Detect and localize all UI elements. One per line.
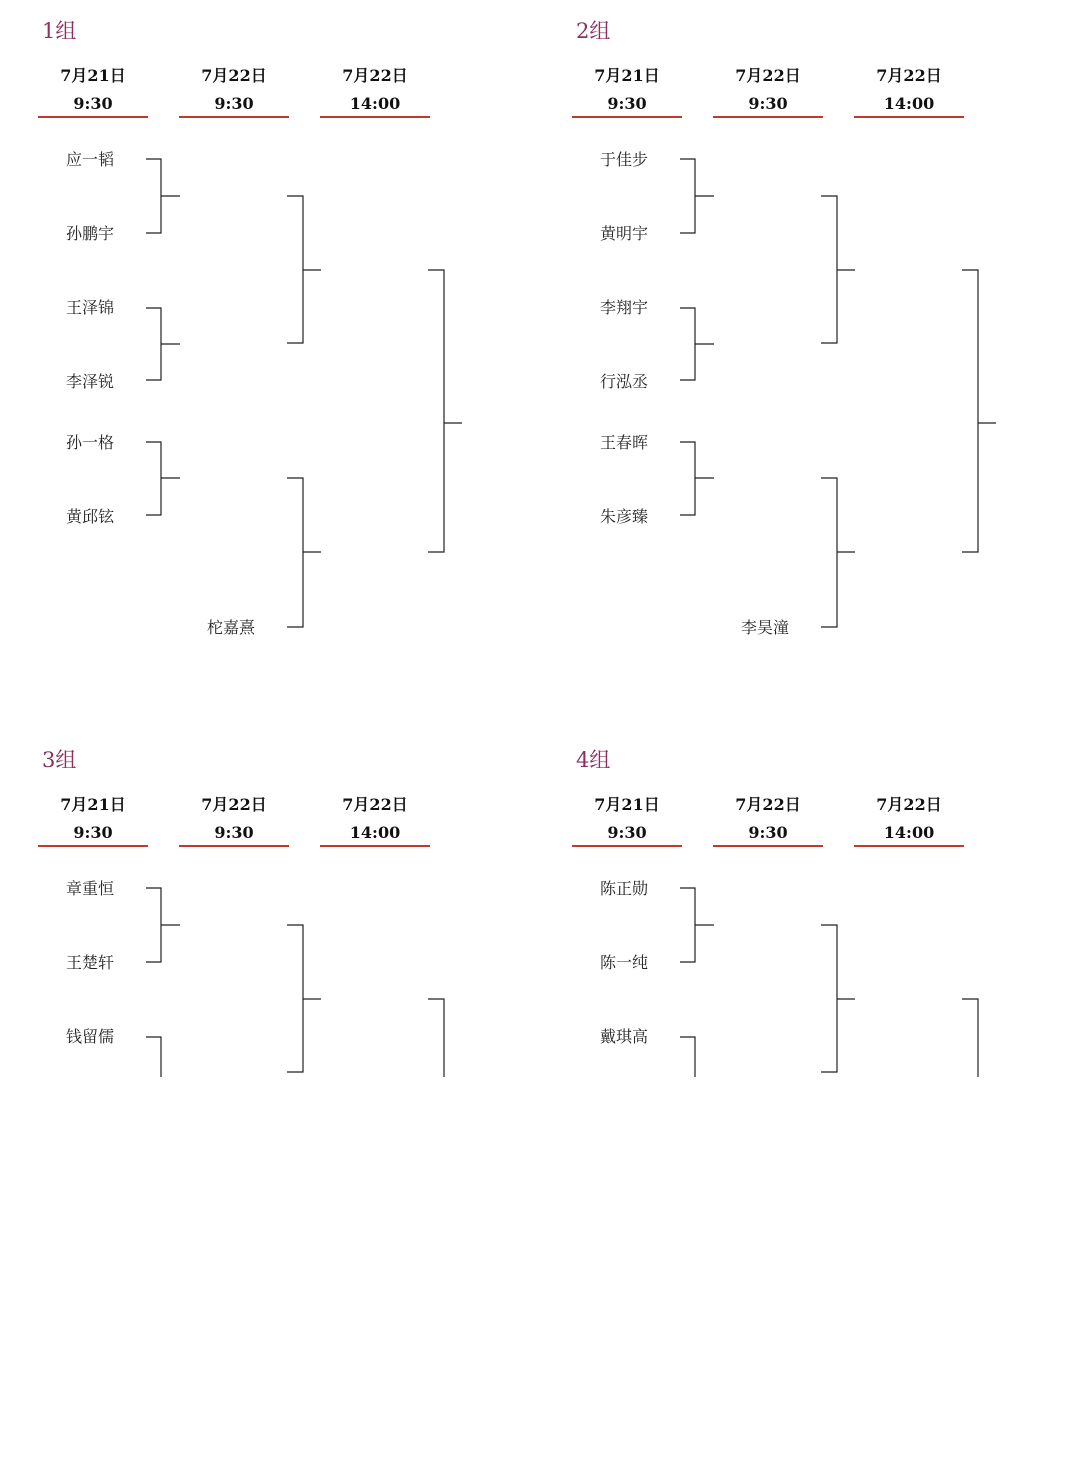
player-name: 王楚轩: [66, 953, 115, 972]
round-date: 7月21日: [60, 66, 126, 85]
round-time: 9:30: [607, 94, 647, 113]
round-time: 14:00: [883, 94, 935, 113]
player-name: 钱留儒: [66, 1027, 115, 1046]
round-date: 7月22日: [342, 66, 408, 85]
player-name: 李翔宇: [600, 298, 649, 317]
round-date: 7月21日: [594, 66, 660, 85]
player-name: 黄明宇: [600, 224, 649, 243]
round-time: 14:00: [349, 94, 401, 113]
group-title: 4组: [576, 748, 611, 772]
player-name: 应一韬: [66, 150, 115, 169]
player-name: 于佳步: [600, 150, 649, 169]
group-3-bracket: [0, 729, 534, 1459]
player-name: 孙一格: [66, 433, 115, 452]
group-title: 1组: [42, 19, 77, 43]
round-date: 7月22日: [876, 66, 942, 85]
round-date: 7月22日: [201, 66, 267, 85]
player-name: 陈一纯: [600, 953, 649, 972]
bracket-lines: [534, 729, 1068, 1077]
round-time: 9:30: [607, 823, 647, 842]
player-name: 王泽锦: [66, 298, 115, 317]
round-time: 9:30: [73, 823, 113, 842]
group-title: 2组: [576, 19, 611, 43]
round-date: 7月22日: [201, 795, 267, 814]
bye-player-name: 柁嘉熹: [207, 618, 256, 637]
round-time: 9:30: [748, 94, 788, 113]
round-time: 14:00: [883, 823, 935, 842]
round-time: 9:30: [214, 94, 254, 113]
bracket-lines: [534, 0, 1068, 730]
round-time: 9:30: [73, 94, 113, 113]
round-time: 9:30: [214, 823, 254, 842]
player-name: 黄邱铉: [66, 507, 115, 526]
round-date: 7月21日: [594, 795, 660, 814]
group-title: 3组: [42, 748, 77, 772]
round-time: 14:00: [349, 823, 401, 842]
round-date: 7月22日: [735, 66, 801, 85]
group-1-bracket: [0, 0, 534, 730]
player-name: 朱彦臻: [600, 507, 649, 526]
bye-player-name: 李昊潼: [741, 618, 790, 637]
player-name: 孙鹏宇: [66, 224, 115, 243]
round-date: 7月22日: [735, 795, 801, 814]
group-4-bracket: [534, 729, 1068, 1459]
player-name: 章重恒: [66, 879, 115, 898]
bracket-lines: [0, 729, 534, 1077]
round-date: 7月21日: [60, 795, 126, 814]
round-date: 7月22日: [342, 795, 408, 814]
player-name: 李泽锐: [66, 372, 115, 391]
player-name: 行泓丞: [600, 372, 649, 391]
player-name: 陈正勋: [600, 879, 649, 898]
bracket-lines: [0, 0, 534, 730]
group-2-bracket: [534, 0, 1068, 730]
round-date: 7月22日: [876, 795, 942, 814]
player-name: 王春晖: [600, 433, 649, 452]
player-name: 戴琪高: [600, 1027, 649, 1046]
round-time: 9:30: [748, 823, 788, 842]
